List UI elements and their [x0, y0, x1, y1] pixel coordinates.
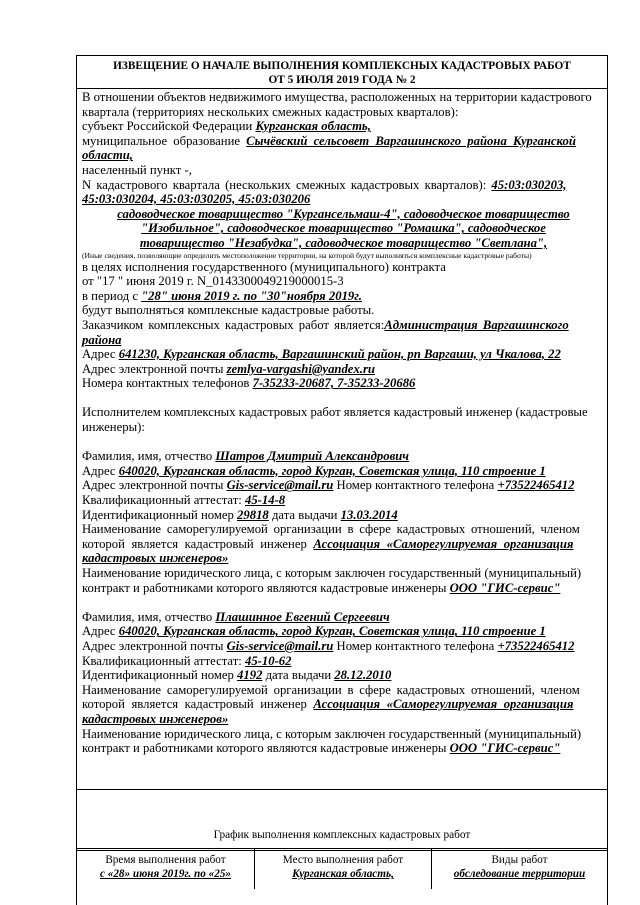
engineer-date: 13.03.2014: [340, 507, 398, 522]
customer-address-line: [82, 347, 605, 362]
engineer-legal-line-1: Наименование юридического лица, с которым заключен государственный (муниципальный): [82, 566, 582, 580]
settlement-line: населенный пункт -,: [82, 162, 192, 177]
customer-line-2: [82, 333, 605, 348]
engineer-sro-line-3: кадастровых инженеров»: [82, 711, 229, 726]
executor-intro-line-2: инженеры):: [82, 420, 145, 435]
title-line-2: ОТ 5 ИЮЛЯ 2019 ГОДА № 2: [268, 74, 416, 86]
engineer-sro-line-2: которой является кадастровый инженер Ассоциация «Саморегулируемая организация: [82, 536, 574, 551]
period-line: [82, 289, 605, 304]
engineer-id-line: Идентификационный номер 29818 дата выдачи 13.03.2014: [82, 507, 398, 522]
customer-phones-label: Номера контактных телефонов: [82, 376, 253, 391]
customer-label: Заказчиком комплексных кадастровых работ является:: [82, 317, 385, 332]
customer-phones-line: [82, 376, 605, 391]
engineer-date: 28.12.2010: [334, 668, 392, 683]
engineer-address: 640020, Курганская область, город Курган, Советская улица, 110 строение 1: [118, 463, 546, 478]
quarter-line-2: [82, 192, 605, 207]
engineer-address-line: Адрес 640020, Курганская область, город Курган, Советская улица, 110 строение 1: [82, 624, 546, 639]
period-value: "28" июня 2019 г. по "30"ноября 2019г.: [141, 288, 362, 303]
territory-line-1: садоводческое товарищество "Кургансельмаш-4", садоводческое товарищество: [117, 206, 570, 221]
engineer-phone: +73522465412: [497, 638, 575, 653]
engineer-name: Плашинное Евгений Сергеевич: [215, 609, 390, 624]
title-line-1: ИЗВЕЩЕНИЕ О НАЧАЛЕ ВЫПОЛНЕНИЯ КОМПЛЕКСНЫХ КАДАСТРОВЫХ РАБОТ: [113, 60, 571, 72]
customer-email-label: Адрес электронной почты: [82, 361, 227, 376]
customer-phones-value: 7-35233-20687, 7-35233-20686: [252, 376, 416, 391]
spacer: [82, 595, 605, 610]
schedule-col-types: [431, 849, 607, 889]
schedule-section: [77, 789, 607, 851]
engineer-id: 4192: [237, 668, 263, 683]
engineer-id: 29818: [237, 507, 269, 522]
subject-label: субъект Российской Федерации: [82, 119, 256, 134]
territory-line-3: товарищество "Незабудка", садоводческое товарищество "Светлана",: [139, 235, 548, 250]
notice-body: [82, 90, 605, 790]
engineer-phone: +73522465412: [497, 478, 575, 493]
engineer-cert-line: Квалификационный аттестат: 45-14-8: [82, 493, 286, 508]
customer-email-line: [82, 362, 605, 377]
engineer-sro-line-2: которой является кадастровый инженер Ассоциация «Саморегулируемая организация: [82, 697, 574, 712]
intro-line-1: В отношении объектов недвижимого имущества, расположенных на территории кадастрового: [82, 90, 592, 104]
engineer-block: [82, 449, 605, 595]
executor-intro-line-1: Исполнителем комплексных кадастровых работ является кадастровый инженер (кадастровые: [82, 405, 588, 420]
quarter-line: [82, 178, 605, 193]
engineer-name-line: Фамилия, имя, отчество Плашинное Евгений Сергеевич: [82, 609, 390, 624]
customer-value: Администрация Варгашинского: [384, 317, 569, 332]
engineer-block: [82, 610, 605, 756]
schedule-col-header: Время выполнения работ: [105, 854, 226, 866]
customer-email-link[interactable]: zemlya-vargashi@yandex.ru: [226, 361, 375, 376]
engineer-cert-line: Квалификационный аттестат: 45-10-62: [82, 653, 292, 668]
municipality-line-2: [82, 148, 605, 163]
customer-line: [82, 318, 605, 333]
spacer: [82, 435, 605, 450]
municipality-line: [82, 134, 605, 149]
spacer: [82, 391, 605, 406]
schedule-col-place: [254, 849, 431, 889]
schedule-table: [76, 848, 608, 905]
schedule-col-time: [77, 849, 254, 889]
subject-line: [82, 119, 605, 134]
intro-line-2: квартала (территориях нескольких смежных кадастровых кварталов):: [82, 104, 459, 119]
notice-title: [77, 56, 607, 89]
quarter-value-2: 45:03:030204, 45:03:030205, 45:03:030206: [82, 192, 311, 207]
municipality-value-2: области,: [82, 148, 133, 163]
engineer-contact-line: Адрес электронной почты Gis-service@mail.ru Номер контактного телефона +73522465412: [82, 478, 575, 493]
period-label: в период с: [82, 288, 142, 303]
quarter-value: 45:03:030203,: [491, 177, 567, 192]
engineer-contact-line: Адрес электронной почты Gis-service@mail.ru Номер контактного телефона +73522465412: [82, 638, 575, 653]
engineer-id-line: Идентификационный номер 4192 дата выдачи 28.12.2010: [82, 668, 392, 683]
engineer-address: 640020, Курганская область, город Курган, Советская улица, 110 строение 1: [118, 624, 546, 639]
engineer-legal-line-2: контракт и работниками которого являются кадастровые инженеры ООО "ГИС-сервис": [82, 580, 561, 595]
engineer-sro-line-1: Наименование саморегулируемой организации в сфере кадастровых отношений, членом: [82, 522, 580, 537]
customer-address-label: Адрес: [82, 347, 119, 362]
schedule-col-header: Виды работ: [491, 854, 548, 866]
engineer-email-link[interactable]: Gis-service@mail.ru: [226, 478, 334, 493]
engineer-cert: 45-10-62: [244, 653, 292, 668]
engineer-sro-line-1: Наименование саморегулируемой организации в сфере кадастровых отношений, членом: [82, 682, 580, 697]
territory-line-2: "Изобильное", садоводческое товарищество "Ромашка", садоводческое: [141, 221, 546, 236]
engineer-legal-line-1: Наименование юридического лица, с которым заключен государственный (муниципальный): [82, 726, 582, 741]
engineer-sro-line-3: кадастровых инженеров»: [82, 551, 229, 566]
customer-value-2: района: [82, 332, 122, 347]
customer-address-value: 641230, Курганская область, Варгашинский район, рп Варгаши, ул Чкалова, 22: [118, 347, 561, 362]
engineer-cert: 45-14-8: [244, 493, 286, 508]
territory-note: (Иные сведения, позволяющие определить местоположение территории, на которой будут выполняться комплексные кадастровые работы): [82, 250, 532, 260]
engineer-name: Шатров Дмитрий Александрович: [215, 449, 409, 464]
schedule-col-value: с «28» июня 2019г. по «25»: [99, 868, 232, 880]
municipality-label: муниципальное образование: [82, 133, 247, 148]
schedule-title: График выполнения комплексных кадастровых работ: [213, 829, 471, 841]
will-be-line: будут выполняться комплексные кадастровые работы.: [82, 303, 375, 318]
engineer-legal-line-2: контракт и работниками которого являются кадастровые инженеры ООО "ГИС-сервис": [82, 741, 561, 756]
schedule-col-header: Место выполнения работ: [282, 854, 404, 866]
contract-line-1: в целях исполнения государственного (муниципального) контракта: [82, 259, 446, 274]
notice-document: [76, 55, 608, 851]
engineer-address-line: Адрес 640020, Курганская область, город Курган, Советская улица, 110 строение 1: [82, 463, 546, 478]
contract-line-2: от "17 " июня 2019 г. N_0143300049219000015-3: [82, 274, 344, 289]
schedule-col-value: Курганская область,: [292, 868, 394, 880]
municipality-value: Сычёвский сельсовет Варгашинского района Курганской: [246, 133, 576, 148]
subject-value: Курганская область,: [255, 119, 371, 134]
engineer-email-link[interactable]: Gis-service@mail.ru: [226, 638, 334, 653]
engineer-name-line: Фамилия, имя, отчество Шатров Дмитрий Александрович: [82, 449, 409, 464]
quarter-label: N кадастрового квартала (нескольких смежных кадастровых кварталов):: [82, 177, 492, 192]
schedule-col-value: обследование территории: [453, 868, 586, 880]
